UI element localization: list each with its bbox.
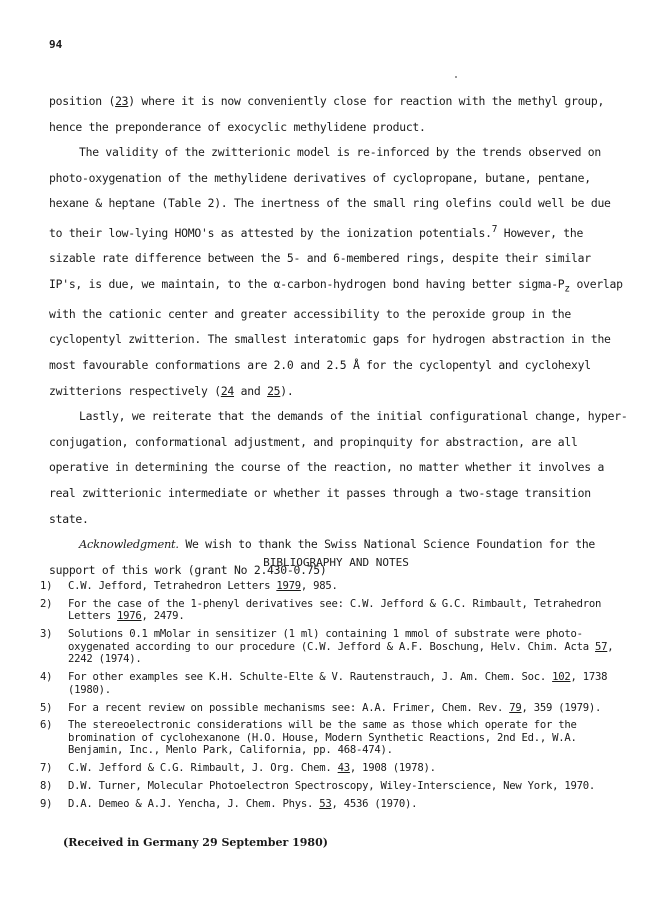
reference-text: D.A. Demeo & A.J. Yencha, J. Chem. Phys. [68, 797, 320, 810]
reference-volume: 79 [509, 701, 522, 714]
reference-text: , 985. [300, 580, 338, 592]
reference-text: For the case of the 1-phenyl derivatives see: C.W. Jefford & G.C. Rimbault, Tetrahedron Letters [68, 597, 602, 623]
reference-item [40, 598, 630, 623]
reference-number: 6) [40, 719, 53, 732]
subscript-z: z [564, 283, 570, 295]
text-run: ) where it is now conveniently close for reaction with the methyl group, hence the preponderance of exocyclic methylidene product. [49, 94, 605, 134]
received-date: (Received in Germany 29 September 1980) [63, 836, 328, 849]
reference-volume: 57 [595, 640, 608, 653]
text-run: We wish to thank the Swiss National Science Foundation for the support of this work (grant No 2.430-0.75) [49, 537, 596, 577]
text-run: and [234, 383, 268, 398]
reference-text: Solutions 0.1 mMolar in sensitizer (1 ml) containing 1 mmol of substrate were photo-oxygenated according to our procedure (C.W. Jefford & A.F. Boschung, Helv. Chim. Acta [68, 628, 596, 653]
reference-number: 2) [40, 597, 53, 610]
paragraph-1 [49, 89, 629, 140]
reference-text: C.W. Jefford, Tetrahedron Letters [68, 580, 277, 592]
footnote-7: 7 [491, 223, 498, 235]
reference-number: 9) [40, 797, 53, 810]
reference-number: 1) [40, 580, 53, 592]
acknowledgment-label: Acknowledgment. [79, 537, 179, 552]
text-run: However, the sizable rate difference between the 5- and 6-membered rings, despite their similar IP's, is due, we maintain, to the α-carbon-hydrogen bond having better sigma-P [49, 225, 591, 291]
reference-item [40, 719, 630, 757]
reference-volume: 1976 [117, 610, 142, 623]
bibliography-title: BIBLIOGRAPHY AND NOTES [263, 556, 409, 569]
reference-number: 5) [40, 701, 53, 714]
reference-item [40, 671, 630, 696]
reference-text: D.W. Turner, Molecular Photoelectron Spectroscopy, Wiley-Interscience, New York, 1970. [68, 780, 596, 793]
reference-number: 8) [40, 780, 53, 793]
reference-text: , 2242 (1974). [68, 640, 614, 666]
reference-number: 3) [40, 628, 53, 641]
reference-item [40, 780, 630, 793]
reference-list [40, 580, 630, 816]
reference-text: For a recent review on possible mechanisms see: A.A. Frimer, Chem. Rev. [68, 701, 510, 714]
reference-item [40, 762, 630, 775]
reference-item [40, 628, 630, 666]
reference-text: , 2479. [141, 610, 185, 623]
paragraph-3: Lastly, we reiterate that the demands of the initial configurational change, hyper-conjugation, conformational adjustment, and propinquity for abstraction, are all operative in determining the course of the reaction, no matter whether it involves a real zwitterionic intermediate or whether it passes through a two-stage transition state. [49, 409, 628, 526]
body-text [49, 89, 629, 583]
reference-text: The stereoelectronic considerations will be the same as those which operate for the bromination of cyclohexanone (H.O. House, Modern Synthetic Reactions, 2nd Ed., W.A. Benjamin, Inc., Menlo Park, California, pp. 468-474). [68, 719, 577, 757]
reference-volume: 1979 [276, 580, 301, 592]
reference-text: , 1908 (1978). [349, 762, 436, 775]
reference-item [40, 580, 630, 593]
reference-item [40, 798, 630, 811]
reference-number: 7) [40, 762, 53, 775]
paragraph-2 [49, 140, 629, 404]
ref-24: 24 [220, 383, 235, 398]
reference-item [40, 702, 630, 715]
reference-volume: 102 [552, 671, 571, 684]
reference-text: , 4536 (1970). [331, 797, 418, 810]
reference-text: , 1738 (1980). [68, 671, 608, 696]
reference-volume: 43 [337, 762, 350, 775]
ref-23: 23 [115, 94, 129, 108]
reference-text: C.W. Jefford & C.G. Rimbault, J. Org. Chem. [68, 762, 338, 775]
reference-text: , 359 (1979). [521, 701, 602, 714]
reference-number: 4) [40, 671, 53, 684]
page-number: 94 [49, 38, 63, 51]
scan-speck [455, 76, 457, 78]
ref-25: 25 [267, 383, 281, 398]
text-run: overlap with the cationic center and greater accessibility to the peroxide group in the cyclopentyl zwitterion. The smallest interatomic gaps for hydrogen abstraction in the most favourable conformations are 2.0 and 2.5 Å for the cyclopentyl and cyclohexyl zwitterions respectively ( [49, 276, 623, 398]
reference-text: For other examples see K.H. Schulte-Elte & V. Rautenstrauch, J. Am. Chem. Soc. [68, 671, 553, 684]
text-run: position ( [49, 94, 116, 108]
text-run: The validity of the zwitterionic model is re-inforced by the trends observed on photo-oxygenation of the methylidene derivatives of cyclopropane, butane, pentane, hexane & heptane (Table 2). The inertness of the small ring olefins could well be due to their low-lying HOMO's as attested by the ionization potentials. [49, 145, 611, 240]
text-run: ). [280, 383, 294, 398]
reference-volume: 53 [319, 797, 332, 810]
